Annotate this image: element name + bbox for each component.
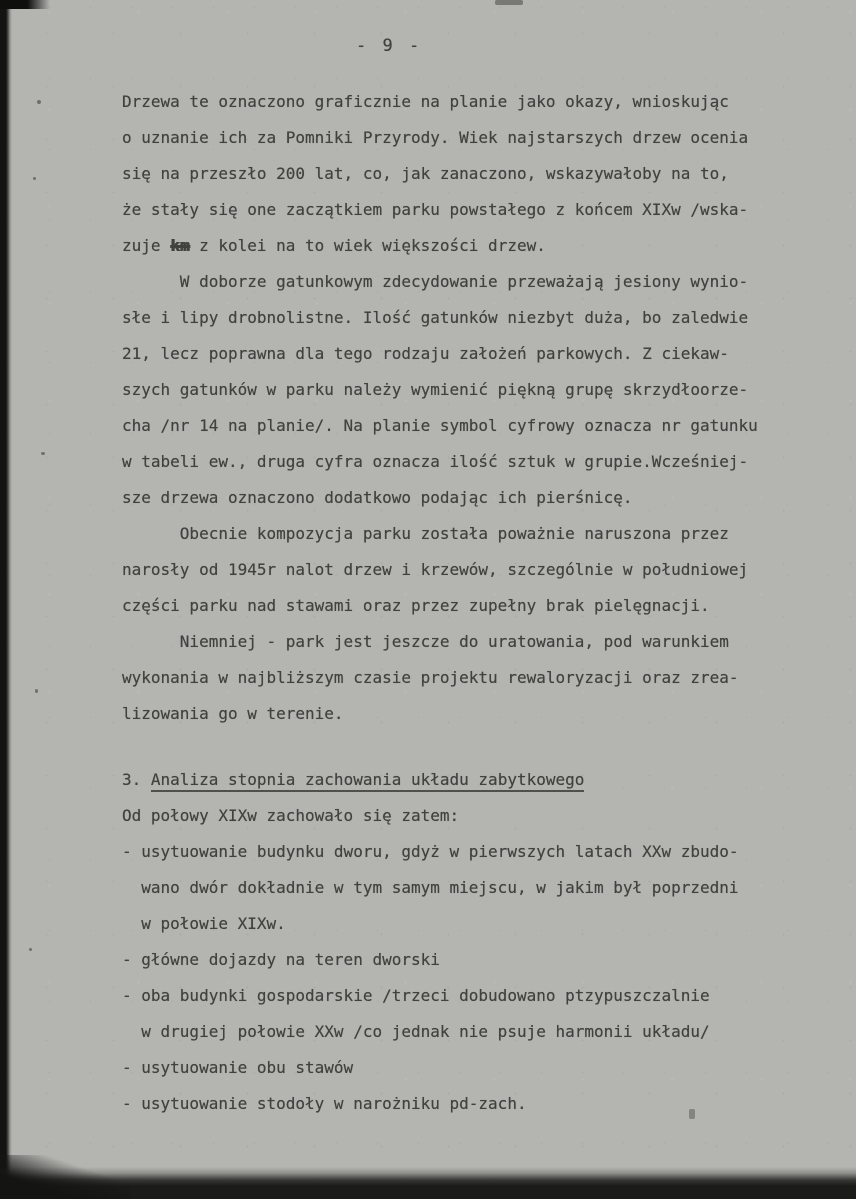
ink-speck <box>35 689 38 693</box>
section-heading <box>122 762 802 798</box>
typed-line: sze drzewa oznaczono dodatkowo podając ich pierśnicę. <box>122 488 633 507</box>
typed-line: - oba budynki gospodarskie /trzeci dobudowano ptzypuszczalnie <box>122 986 710 1005</box>
ink-speck <box>29 948 32 951</box>
ink-speck <box>37 100 41 104</box>
struck-text: km <box>170 236 190 255</box>
typed-line: Drzewa te oznaczono graficznie na planie jako okazy, wnioskując <box>122 92 729 111</box>
typed-line: szych gatunków w parku należy wymienić piękną grupę skrzydłoorze- <box>122 380 749 399</box>
typed-line: zuje km z kolei na to wiek większości drzew. <box>122 236 546 255</box>
typed-line: W doborze gatunkowym zdecydowanie przeważają jesiony wynio- <box>122 272 749 291</box>
list-item <box>122 834 802 942</box>
typed-line: - główne dojazdy na teren dworski <box>122 950 440 969</box>
paragraph <box>122 264 802 516</box>
list-item <box>122 1086 802 1122</box>
scan-corner-mark <box>0 0 50 9</box>
typed-line: wano dwór dokładnie w tym samym miejscu, w jakim był poprzedni <box>122 878 739 897</box>
scan-edge-left <box>0 0 12 1199</box>
underlined-text: Analiza stopnia zachowania układu zabytkowego <box>151 770 584 792</box>
typed-line: Od połowy XIXw zachowało się zatem: <box>122 806 460 825</box>
typed-line: słe i lipy drobnolistne. Ilość gatunków niezbyt duża, bo zaledwie <box>122 308 749 327</box>
ink-speck <box>33 177 36 180</box>
paragraph <box>122 516 802 624</box>
document-content <box>122 84 802 1122</box>
typed-line: Obecnie kompozycja parku została poważnie naruszona przez <box>122 524 729 543</box>
scan-corner-bottom-left <box>0 1155 130 1199</box>
typed-line: o uznanie ich za Pomniki Przyrody. Wiek najstarszych drzew ocenia <box>122 128 749 147</box>
typed-line: 21, lecz poprawna dla tego rodzaju założeń parkowych. Z ciekaw- <box>122 344 729 363</box>
typed-line: - usytuowanie budynku dworu, gdyż w pierwszych latach XXw zbudo- <box>122 842 739 861</box>
list-item <box>122 942 802 978</box>
typed-line: - usytuowanie obu stawów <box>122 1058 354 1077</box>
typed-line: 3. Analiza stopnia zachowania układu zabytkowego <box>122 762 802 798</box>
typed-line: w tabeli ew., druga cyfra oznacza ilość sztuk w grupie.Wcześniej- <box>122 452 749 471</box>
scan-smudge <box>495 0 523 5</box>
typed-line: że stały się one zaczątkiem parku powstałego z końcem XIXw /wska- <box>122 200 749 219</box>
page-number: - 9 - <box>356 36 423 56</box>
paragraph <box>122 798 802 834</box>
list-item <box>122 978 802 1050</box>
list-item <box>122 1050 802 1086</box>
typed-line: cha /nr 14 na planie/. Na planie symbol cyfrowy oznacza nr gatunku <box>122 416 758 435</box>
typed-line: lizowania go w terenie. <box>122 704 344 723</box>
typed-line: w połowie XIXw. <box>122 914 286 933</box>
typed-line: Niemniej - park jest jeszcze do uratowania, pod warunkiem <box>122 632 729 651</box>
typed-line: - usytuowanie stodoły w narożniku pd-zach. <box>122 1094 527 1113</box>
paragraph <box>122 624 802 732</box>
paragraph <box>122 84 802 264</box>
typed-line: części parku nad stawami oraz przez zupełny brak pielęgnacji. <box>122 596 710 615</box>
typed-line: się na przeszło 200 lat, co, jak zanaczono, wskazywałoby na to, <box>122 164 729 183</box>
typed-line: narosły od 1945r nalot drzew i krzewów, szczególnie w południowej <box>122 560 749 579</box>
typed-line: w drugiej połowie XXw /co jednak nie psuje harmonii układu/ <box>122 1022 710 1041</box>
typed-line: wykonania w najbliższym czasie projektu rewaloryzacji oraz zrea- <box>122 668 739 687</box>
ink-speck <box>41 452 45 455</box>
